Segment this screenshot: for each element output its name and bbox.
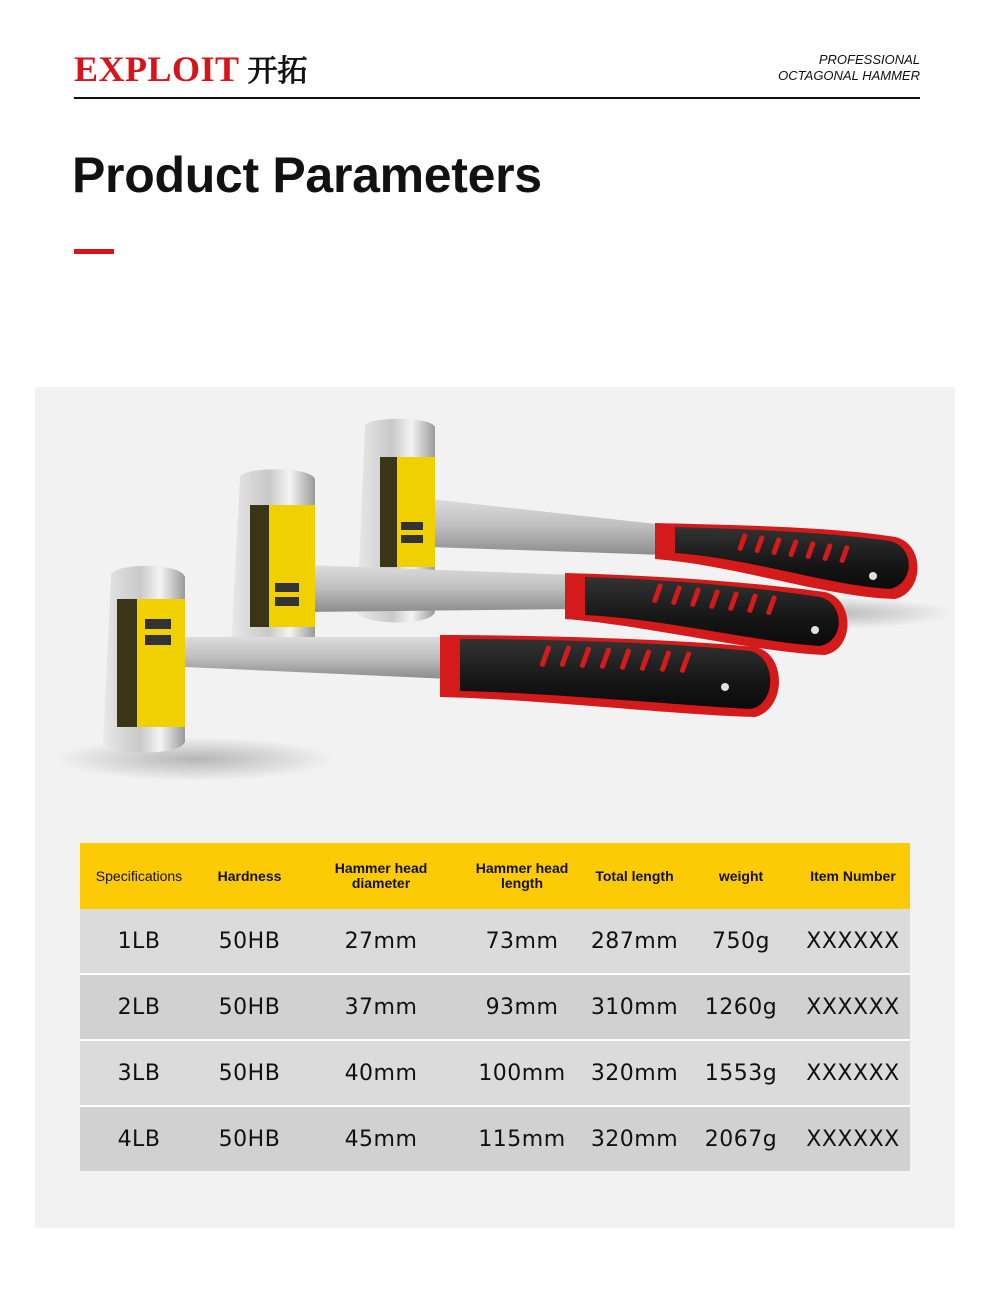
- title-accent-bar: [74, 249, 114, 254]
- cell-item-number: XXXXXX: [806, 1126, 900, 1152]
- cell-head-length: 93mm: [485, 994, 559, 1020]
- tagline-line-1: PROFESSIONAL: [818, 52, 920, 67]
- cell-spec: 4LB: [117, 1126, 161, 1152]
- tagline: [778, 52, 920, 84]
- cell-total-length: 287mm: [590, 928, 679, 954]
- brand-name-en: EXPLOIT: [74, 49, 240, 89]
- table-row: [80, 909, 910, 973]
- header-weight: weight: [718, 867, 764, 884]
- hammer-shadow: [55, 737, 335, 781]
- cell-weight: 750g: [712, 928, 770, 954]
- header-item-number: Item Number: [810, 867, 896, 884]
- cell-spec: 2LB: [117, 994, 161, 1020]
- cell-head-diameter: 37mm: [344, 994, 418, 1020]
- cell-hardness: 50HB: [218, 994, 281, 1020]
- cell-item-number: XXXXXX: [806, 928, 900, 954]
- cell-item-number: XXXXXX: [806, 1060, 900, 1086]
- cell-item-number: XXXXXX: [806, 994, 900, 1020]
- header-head-diameter: Hammer head diameter: [334, 860, 428, 891]
- brand-name-cn: 开拓: [247, 54, 308, 89]
- header-specifications: Specifications: [95, 867, 183, 884]
- cell-hardness: 50HB: [218, 928, 281, 954]
- cell-head-length: 100mm: [478, 1060, 566, 1086]
- cell-head-diameter: 27mm: [344, 928, 418, 954]
- cell-total-length: 310mm: [590, 994, 679, 1020]
- cell-weight: 1260g: [704, 994, 778, 1020]
- cell-hardness: 50HB: [218, 1126, 281, 1152]
- table-row: [80, 1041, 910, 1105]
- cell-spec: 1LB: [117, 928, 161, 954]
- tagline-line-2: OCTAGONAL HAMMER: [778, 68, 920, 83]
- cell-spec: 3LB: [117, 1060, 161, 1086]
- cell-head-length: 73mm: [485, 928, 559, 954]
- product-panel: [35, 387, 955, 1228]
- cell-head-diameter: 45mm: [344, 1126, 418, 1152]
- table-header-row: [80, 843, 910, 909]
- spec-table: [80, 843, 910, 1171]
- cell-weight: 1553g: [704, 1060, 778, 1086]
- cell-total-length: 320mm: [590, 1060, 679, 1086]
- cell-hardness: 50HB: [218, 1060, 281, 1086]
- page-title: Product Parameters: [72, 147, 542, 203]
- brand-logo[interactable]: [74, 46, 308, 90]
- table-row: [80, 1107, 910, 1171]
- header-head-length: Hammer head length: [475, 860, 569, 891]
- hammer-product-image: [35, 387, 955, 837]
- cell-weight: 2067g: [704, 1126, 778, 1152]
- header-total-length: Total length: [595, 867, 674, 884]
- cell-head-diameter: 40mm: [344, 1060, 418, 1086]
- header-divider: [74, 97, 920, 99]
- table-row: [80, 975, 910, 1039]
- header: [74, 40, 920, 98]
- cell-total-length: 320mm: [590, 1126, 679, 1152]
- header-hardness: Hardness: [217, 867, 282, 884]
- cell-head-length: 115mm: [478, 1126, 566, 1152]
